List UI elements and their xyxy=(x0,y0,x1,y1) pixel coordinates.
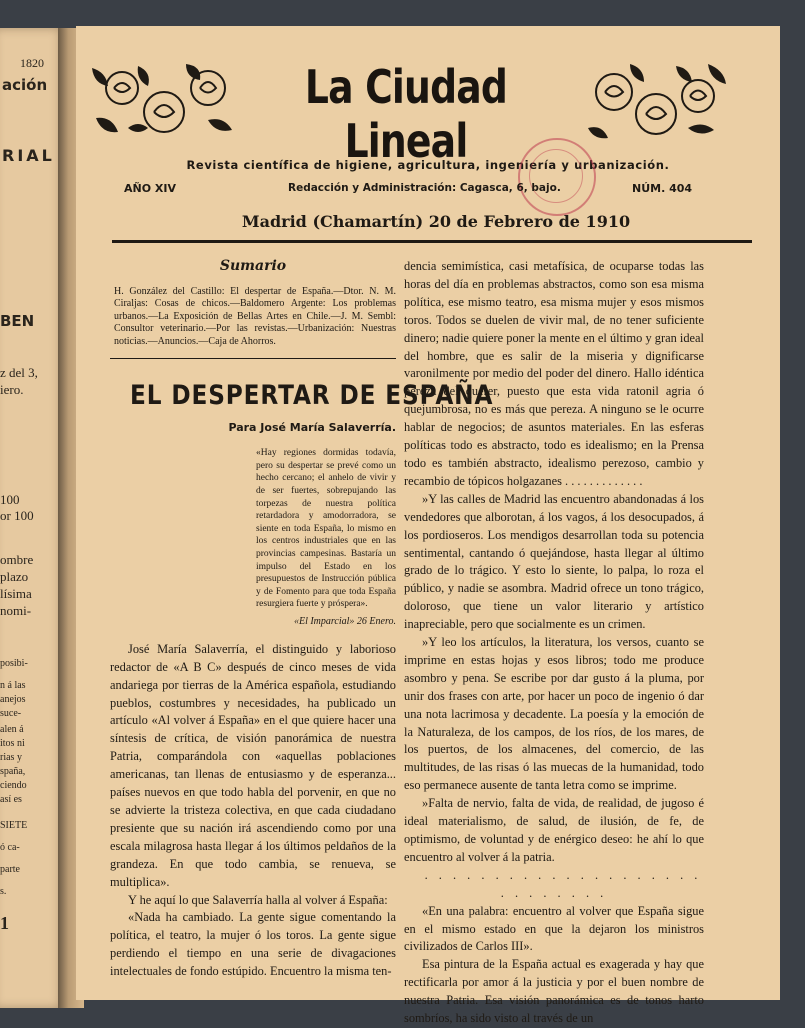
article-paragraph: »Y leo los artículos, la literatura, los versos, cuanto se imprime en estas hojas y esos libros; todo me produce asombro y pena. Se escribe por dar gusto á la pluma, por unir dos frases con arte, por hacer un poco de ingenio ó dar una nota lacrimosa y decadente. La poesía y la emoción de la Naturaleza, de los campos, de los ríos, de los mares, de los puertos, de los almacenes, del comercio, de las multitudes, de las risas ó las muecas de la humanidad, todo eso permanece ausente de tanta letra como se imprime. xyxy=(404,635,704,793)
left-fragment: RIAL xyxy=(2,146,55,165)
dateline: Madrid (Chamartín) 20 de Febrero de 1910 xyxy=(241,212,631,231)
column-divider xyxy=(110,358,396,359)
left-fragment: plazo xyxy=(0,569,29,584)
left-fragment: 100 xyxy=(0,492,20,507)
left-fragment: así es xyxy=(0,794,22,805)
left-column xyxy=(110,258,494,981)
left-fragment: suce- xyxy=(0,708,22,719)
left-fragment: 1820 xyxy=(20,56,44,70)
left-fragment: posibi- xyxy=(0,658,28,669)
newspaper-page xyxy=(76,26,780,1026)
article-paragraph: Y he aquí lo que Salaverría halla al volver á España: xyxy=(128,892,388,907)
left-fragment: 1 xyxy=(0,913,9,933)
article-paragraph: »Falta de nervio, falta de vida, de realidad, de jugoso é ideal materialismo, de salud, de ilusión, de fe, de optimismo, de voluntad y de enérgico deseo: he ahí lo que encuentro al volver á la patria. xyxy=(404,796,704,864)
left-fragment: anejos xyxy=(0,694,26,705)
article-paragraph: José María Salaverría, el distinguido y laborioso redactor de «A B C» después de cinco meses de vida andariega por tierras de la América española, estudiando pueblos, costumbres y necesidades, ha publicado un artículo «Al volver á España» en el que quiere hacer una síntesis de crítica, de visión panorámica de nuestra Patria, comparándola con «aquellas poblaciones americanas, tan llenas de entusiasmo y de esperanza... países nuevos en que todo habla del porvenir, en que no se advierte la tristeza colectiva, en que cada ciudadano presiente que su nación irá ascendiendo como por una escala milagrosa hasta llegar á los últimos peldaños de la grandeza. En que todo cambia, se renueva, se multiplica». xyxy=(110,641,396,889)
article-paragraph: «En una palabra: encuentro al volver que España sigue en el mismo estado en que la dejaron los ministros civilizados de Carlos III». xyxy=(404,903,704,954)
sumario-heading: Sumario xyxy=(219,258,287,274)
left-fragment: ación xyxy=(2,76,48,94)
left-fragment: parte xyxy=(0,864,20,875)
right-column xyxy=(404,258,704,1028)
article-paragraph: «Nada ha cambiado. La gente sigue comentando la política, el teatro, la mujer ó los toros. La gente sigue perdiendo el tiempo en una serie de divagaciones intelectuales de fondo estúpido. Encuentro la misma ten- xyxy=(110,910,396,979)
left-fragment: or 100 xyxy=(0,508,34,523)
epigraph-source: «El Imparcial» 26 Enero. xyxy=(293,615,396,627)
left-fragment: BEN xyxy=(0,312,35,330)
issue-number: NÚM. 404 xyxy=(632,182,693,195)
sumario-body: H. González del Castillo: El despertar de España.—Dtor. N. M. Ciraljas: Cosas de chicos.—Baldomero Argente: Los problemas urbanos.—La Exposición de Bellas Artes en Chile.—J. M. Sembl: Consultor veterinario.—Por las revistas.—Urbanización: Nuestras noticias.—Anuncios.—Caja de Ahorros. xyxy=(114,285,396,347)
left-fragment: n á las xyxy=(0,680,26,691)
left-fragment: s. xyxy=(0,886,7,897)
publication-title: La Ciudad Lineal xyxy=(304,60,508,168)
rose-ornament-right-icon xyxy=(584,58,732,142)
administration-address: Redacción y Administración: Cagasca, 6, bajo. xyxy=(288,182,561,194)
year-label: AÑO XIV xyxy=(124,182,176,195)
section-break-dots: . . . . . . . . . . . . . . . . . . . . . . . . . . . . xyxy=(424,867,702,900)
library-stamp xyxy=(518,138,596,216)
left-fragment: spaña, xyxy=(0,766,26,777)
left-fragment: z del 3, xyxy=(0,365,38,380)
left-fragment: ombre xyxy=(0,552,34,567)
left-fragment: ciendo xyxy=(0,780,27,791)
masthead-rule xyxy=(112,240,752,243)
article-paragraph: »Y las calles de Madrid las encuentro abandonadas á los vendedores que alborotan, á los vagos, á los desocupados, á los pordioseros. Los mendigos desarrollan toda su potencia sentimental, cantando ó quejándose, hasta llegar al último grado de lo trágico. Y esto lo siente, lo palpa, lo roza el público, y nadie se asombra. Madrid ofrece un tono trágico, doloroso, que tiene un valor literario y artístico inapreciable, pero que socialmente es un crimen. xyxy=(404,491,704,632)
left-fragment: itos ni xyxy=(0,738,25,749)
article-paragraph: dencia semimística, casi metafísica, de ocuparse todas las horas del día en problemas abstractos, como son esa misma política, ese mismo teatro, esa misma mujer y esos mismos toros. Todos se duelen de vivir mal, de no tener suficiente dinero; nadie quiere poner la mente en el último y gran ideal del hombre, que es salir de la miseria y dignificarse varonilmente por medio del poder del dinero. Hallo idéntica pereza del querer, puesto que esta vida ratonil agria ó quejumbrosa, no es más que pereza. A ninguno se le ocurre hablar de negocios; de asuntos materiales. En las esferas políticas todo es abstracto, todo es idealismo; en la Prensa todo es también abstracto, idealismo perezoso, cambio y recambio de tópicos holgazanes . . . . . . . . . . . . . xyxy=(404,259,704,488)
left-fragment: ó ca- xyxy=(0,842,20,853)
article-dedication: Para José María Salaverría. xyxy=(228,421,396,435)
adjacent-page xyxy=(0,28,66,1008)
left-fragment: SIETE xyxy=(0,820,28,831)
left-fragment: alen á xyxy=(0,724,24,735)
left-fragment: rias y xyxy=(0,752,22,763)
left-fragment: iero. xyxy=(0,382,24,397)
article-headline: EL DESPERTAR DE ESPAÑA xyxy=(130,380,494,412)
rose-ornament-left-icon xyxy=(88,58,236,142)
article-paragraph: Esa pintura de la España actual es exagerada y hay que rectificarla por amor á la justicia y por el buen nombre de nuestra Patria. Esa visión panorámica es de tonos harto sombríos, ha sido visto al través de un xyxy=(404,957,704,1026)
article-epigraph: «Hay regiones dormidas todavía, pero su despertar se prevé como un hecho cercano; el anhelo de vivir y de ser fuertes, sobrepujando las torpezas de nuestra política retardadora y amodorradora, se siente en toda España, lo mismo en los centros industriales que en las provincias campesinas. Bastaría un impulso del Estado en los presupuestos de Instrucción pública y de Fomento para que toda España resurgiera fuerte y próspera». xyxy=(256,448,396,610)
masthead xyxy=(76,26,780,195)
publication-subtitle: Revista científica de higiene, agricultura, ingeniería y urbanización. xyxy=(186,158,670,172)
left-fragment: nomi- xyxy=(0,603,32,618)
left-fragment: lísima xyxy=(0,586,32,601)
